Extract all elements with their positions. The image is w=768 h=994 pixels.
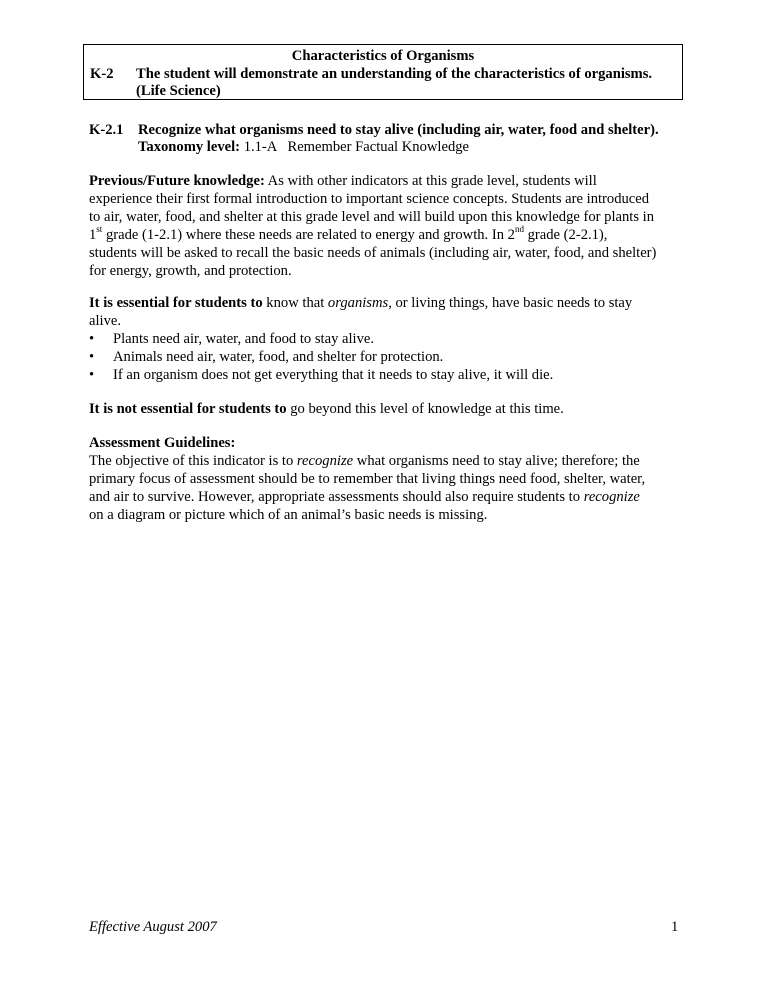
assessment-paragraph: Assessment Guidelines: The objective of this indicator is to recognize what organisms need to stay alive; therefore; the primary focus of assessment should be to remember that living things need food, shelter, water, and air to survive. However, appropriate assessments should also require students to recognize on a diagram or picture which of an animal’s basic needs is missing. xyxy=(89,434,689,524)
previous-line-6: for energy, growth, and protection. xyxy=(89,263,292,279)
previous-line-4: 1st grade (1-2.1) where these needs are related to energy and growth. In 2nd grade (2-2.1), xyxy=(89,224,608,243)
indicator-code: K-2.1 xyxy=(89,122,124,138)
not-essential-label: It is not essential for students to xyxy=(89,401,287,417)
recognize-term: recognize xyxy=(296,453,354,469)
assessment-line-2: primary focus of assessment should be to remember that living things need food, shelter, water, xyxy=(89,471,646,487)
page-number: 1 xyxy=(671,919,679,935)
bullet-icon: • xyxy=(89,367,95,383)
standard-header-box xyxy=(83,44,683,100)
footer-effective-date: Effective August 2007 xyxy=(89,919,217,935)
indicator-title: Recognize what organisms need to stay alive (including air, water, food and shelter). xyxy=(138,122,659,138)
organisms-term: organisms xyxy=(327,295,389,311)
taxonomy-level xyxy=(138,138,469,156)
list-item: • Plants need air, water, and food to stay alive. xyxy=(89,331,375,347)
essential-label: It is essential for students to xyxy=(89,295,263,311)
previous-line-5: students will be asked to recall the basic needs of animals (including air, water, food, and shelter) xyxy=(89,245,657,261)
recognize-term: recognize xyxy=(583,489,640,505)
bullet-icon: • xyxy=(89,331,95,347)
list-item: • If an organism does not get everything that it needs to stay alive, it will die. xyxy=(89,367,554,383)
essential-line-2: alive. xyxy=(89,313,122,329)
previous-knowledge-paragraph xyxy=(89,172,689,280)
previous-line-3: to air, water, food, and shelter at this grade level and will build upon this knowledge for plants in xyxy=(89,209,655,225)
standard-code: K-2 xyxy=(90,66,114,82)
bullet-icon: • xyxy=(89,349,95,365)
assessment-label: Assessment Guidelines: xyxy=(89,435,236,451)
essential-paragraph: It is essential for students to know that organisms, or living things, have basic needs to stay alive. • Plants need air, water, and food to stay alive. • Animals need air, water, food, and shelter for protection. • If an organism does not get everything that it needs to stay alive, it will die. xyxy=(89,294,689,384)
standard-subject: (Life Science) xyxy=(136,83,221,99)
previous-knowledge-label: Previous/Future knowledge: xyxy=(89,173,265,189)
standard-title: Characteristics of Organisms xyxy=(291,48,475,64)
taxonomy-value: 1.1-A Remember Factual Knowledge xyxy=(243,139,470,155)
previous-line-1: As with other indicators at this grade level, students will xyxy=(264,173,597,189)
list-item: • Animals need air, water, food, and shelter for protection. xyxy=(89,349,444,365)
taxonomy-label: Taxonomy level: xyxy=(138,139,241,155)
previous-line-2: experience their first formal introduction to important science concepts. Students are introduced xyxy=(89,191,650,207)
standard-statement: The student will demonstrate an understanding of the characteristics of organisms. xyxy=(136,66,653,82)
assessment-line-4: on a diagram or picture which of an animal’s basic needs is missing. xyxy=(89,507,488,523)
not-essential-paragraph: It is not essential for students to go beyond this level of knowledge at this time. xyxy=(89,401,564,417)
